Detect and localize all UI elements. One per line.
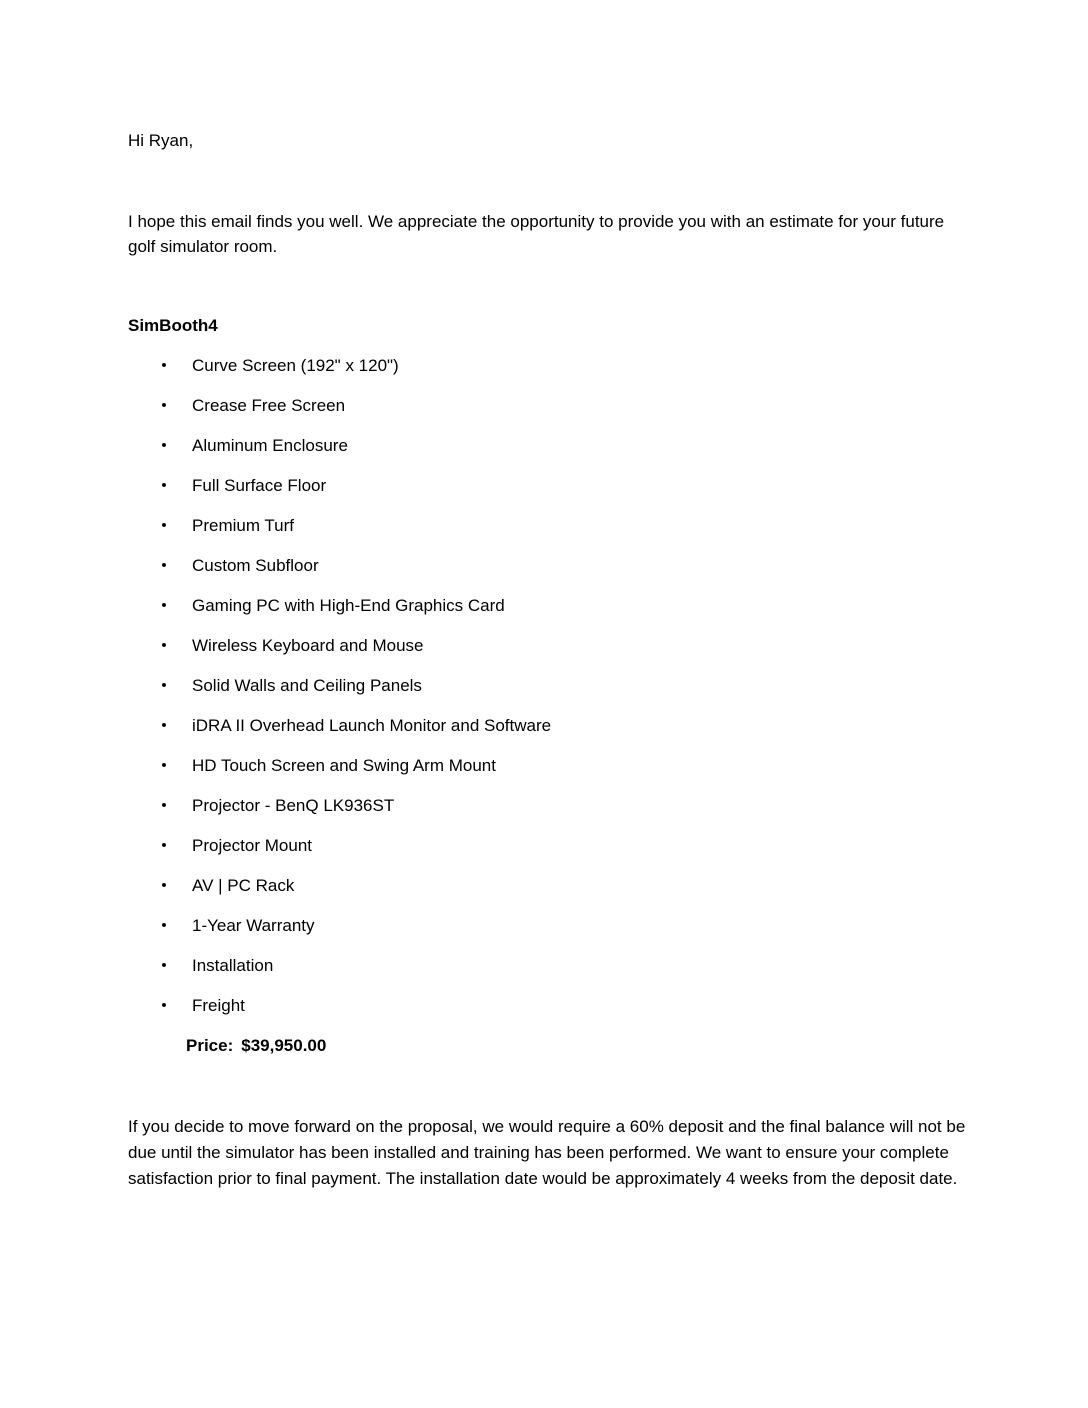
feature-label: Premium Turf <box>192 516 295 535</box>
feature-label: Projector Mount <box>192 836 312 855</box>
price-label: Price: <box>186 1036 234 1055</box>
product-title: SimBooth4 <box>128 316 218 335</box>
feature-label: Freight <box>192 996 245 1015</box>
price-line <box>186 1034 326 1058</box>
feature-label: Crease Free Screen <box>192 396 346 415</box>
bullet-icon: • <box>161 757 167 774</box>
price-value: $39,950.00 <box>241 1036 327 1055</box>
bullet-icon: • <box>161 917 167 934</box>
feature-label: Solid Walls and Ceiling Panels <box>192 676 422 695</box>
bullet-icon: • <box>161 837 167 854</box>
feature-label: Aluminum Enclosure <box>192 436 348 455</box>
bullet-icon: • <box>161 517 167 534</box>
bullet-icon: • <box>161 717 167 734</box>
bullet-icon: • <box>161 957 167 974</box>
closing-paragraph: If you decide to move forward on the proposal, we would require a 60% deposit and the final balance will not be due until the simulator has been installed and training has been performed. We want to ensure your complete satisfaction prior to final payment. The installation date would be approximately 4 weeks from the deposit date. <box>128 1117 966 1188</box>
greeting: Hi Ryan, <box>128 131 194 150</box>
bullet-icon: • <box>161 557 167 574</box>
feature-label: HD Touch Screen and Swing Arm Mount <box>192 756 496 775</box>
feature-label: Installation <box>192 956 274 975</box>
feature-label: Gaming PC with High-End Graphics Card <box>192 596 505 615</box>
bullet-icon: • <box>161 677 167 694</box>
feature-label: Custom Subfloor <box>192 556 319 575</box>
bullet-icon: • <box>161 997 167 1014</box>
bullet-icon: • <box>161 877 167 894</box>
intro-paragraph: I hope this email finds you well. We appreciate the opportunity to provide you with an estimate for your future golf simulator room. <box>128 212 945 256</box>
bullet-icon: • <box>161 477 167 494</box>
bullet-icon: • <box>161 397 167 414</box>
bullet-icon: • <box>161 357 167 374</box>
feature-label: Curve Screen (192" x 120") <box>192 356 399 375</box>
feature-label: Projector - BenQ LK936ST <box>192 796 395 815</box>
feature-label: 1-Year Warranty <box>192 916 315 935</box>
bullet-icon: • <box>161 637 167 654</box>
feature-label: AV | PC Rack <box>192 876 295 895</box>
feature-label: iDRA II Overhead Launch Monitor and Software <box>192 716 552 735</box>
bullet-icon: • <box>161 797 167 814</box>
feature-label: Full Surface Floor <box>192 476 327 495</box>
bullet-icon: • <box>161 597 167 614</box>
feature-label: Wireless Keyboard and Mouse <box>192 636 424 655</box>
bullet-icon: • <box>161 437 167 454</box>
